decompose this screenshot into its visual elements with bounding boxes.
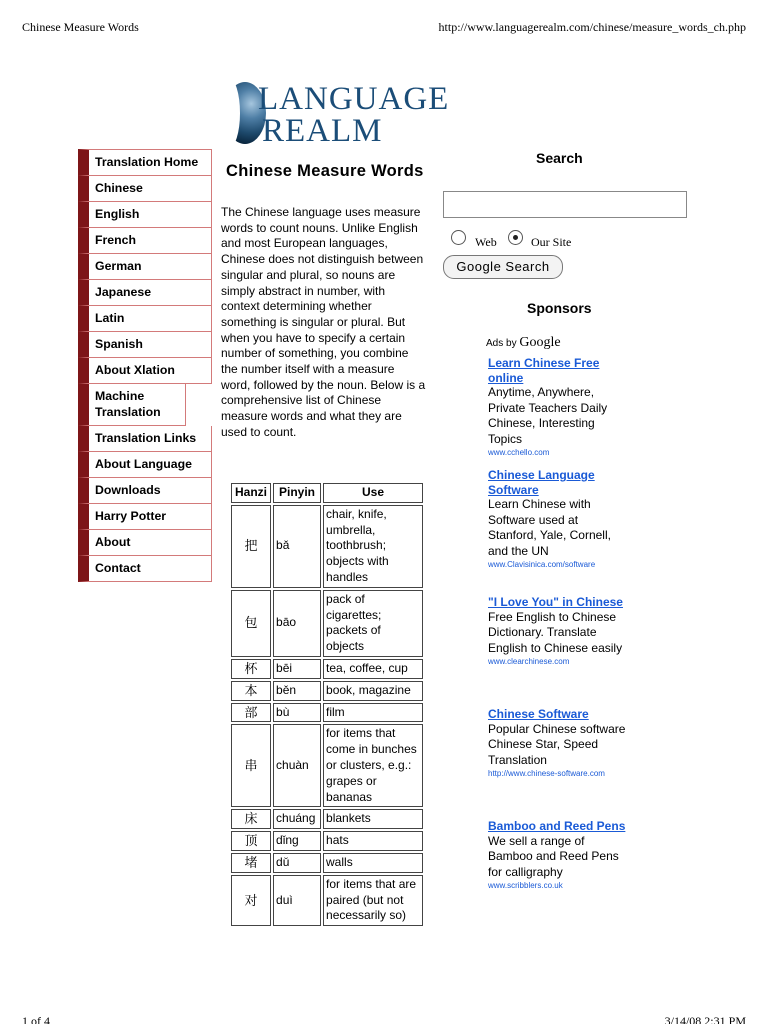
article	[221, 160, 426, 441]
print-date: 3/14/08 2:31 PM	[664, 1014, 746, 1024]
pinyin-cell: bēi	[273, 659, 321, 679]
nav-item-machine-translation[interactable]: Machine Translation	[78, 384, 186, 426]
intro-paragraph: The Chinese language uses measure words to count nouns. Unlike English and most European languages, Chinese does not distinguish between singular and plural, so nouns are simply abstract in number, with context determining whether something is singular or plural. But when you have to specify a certain number of something, you combine the number itself with a measure word, followed by the noun. Below is a comprehensive list of Chinese measure words and what they are used to count.	[221, 205, 426, 439]
nav-item-translation-links[interactable]: Translation Links	[78, 426, 212, 452]
pinyin-cell: bù	[273, 703, 321, 723]
nav-item-chinese[interactable]: Chinese	[78, 176, 212, 202]
print-page-number: 1 of 4	[22, 1014, 50, 1024]
hanzi-cell: 本	[231, 681, 271, 701]
table-row	[231, 809, 423, 829]
table-row	[231, 681, 423, 701]
nav-item-latin[interactable]: Latin	[78, 306, 212, 332]
hanzi-cell: 包	[231, 590, 271, 657]
ad-item	[488, 819, 628, 892]
pinyin-cell: dǐng	[273, 831, 321, 851]
nav-item-about-language[interactable]: About Language	[78, 452, 212, 478]
google-search-button[interactable]: Google Search	[443, 255, 563, 279]
ad-item	[488, 595, 638, 668]
ad-description: Learn Chinese with Software used at Stanford, Yale, Cornell, and the UN	[488, 497, 611, 558]
ad-title-link[interactable]: Chinese Language Software	[488, 468, 595, 497]
ad-item	[488, 707, 638, 780]
ad-description: Free English to Chinese Dictionary. Translate English to Chinese easily	[488, 609, 623, 655]
hanzi-cell: 床	[231, 809, 271, 829]
nav-item-japanese[interactable]: Japanese	[78, 280, 212, 306]
pinyin-cell: bāo	[273, 590, 321, 657]
table-row	[231, 703, 423, 723]
google-logo: Google	[519, 335, 561, 350]
nav-item-about-xlation[interactable]: About Xlation	[78, 358, 212, 384]
table-row	[231, 853, 423, 873]
ad-description: We sell a range of Bamboo and Reed Pens for calligraphy	[488, 833, 619, 879]
nav-item-harry-potter[interactable]: Harry Potter	[78, 504, 212, 530]
sponsors-heading: Sponsors	[527, 300, 592, 316]
ad-title-link[interactable]: Chinese Software	[488, 707, 589, 721]
pinyin-cell: chuàn	[273, 724, 321, 807]
column-header-hanzi: Hanzi	[231, 483, 271, 503]
nav-item-spanish[interactable]: Spanish	[78, 332, 212, 358]
table-row	[231, 590, 423, 657]
hanzi-cell: 部	[231, 703, 271, 723]
pinyin-cell: bǎ	[273, 505, 321, 588]
hanzi-cell: 把	[231, 505, 271, 588]
use-cell: pack of cigarettes; packets of objects	[323, 590, 423, 657]
ad-title-link[interactable]: Learn Chinese Free online	[488, 356, 600, 385]
logo-line-2: REALM	[262, 113, 383, 149]
radio-web[interactable]	[451, 230, 466, 245]
hanzi-cell: 杯	[231, 659, 271, 679]
search-input[interactable]	[443, 191, 687, 218]
table-row	[231, 724, 423, 807]
ad-url-link[interactable]: www.Clavisinica.com/software	[488, 560, 596, 570]
ads-by-google[interactable]	[486, 335, 561, 351]
use-cell: tea, coffee, cup	[323, 659, 423, 679]
ads-by-label: Ads by	[486, 338, 517, 349]
site-logo[interactable]	[224, 80, 450, 149]
logo-line-1: LANGUAGE	[258, 81, 450, 117]
ad-url-link[interactable]: www.clearchinese.com	[488, 657, 570, 667]
ad-title-link[interactable]: "I Love You" in Chinese	[488, 595, 623, 609]
measure-words-table	[229, 481, 425, 928]
use-cell: for items that come in bunches or clusters, e.g.: grapes or bananas	[323, 724, 423, 807]
nav-item-downloads[interactable]: Downloads	[78, 478, 212, 504]
radio-web-label: Web	[475, 235, 497, 249]
nav-item-about[interactable]: About	[78, 530, 212, 556]
print-footer	[22, 1014, 746, 1024]
ad-item	[488, 356, 628, 459]
nav-item-german[interactable]: German	[78, 254, 212, 280]
table-header-row	[231, 483, 423, 503]
ad-url-link[interactable]: www.cchello.com	[488, 448, 550, 458]
nav-item-french[interactable]: French	[78, 228, 212, 254]
ad-url-link[interactable]: www.scribblers.co.uk	[488, 881, 563, 891]
ad-title-link[interactable]: Bamboo and Reed Pens	[488, 819, 626, 833]
use-cell: film	[323, 703, 423, 723]
nav-item-contact[interactable]: Contact	[78, 556, 212, 582]
page-title: Chinese Measure Words	[226, 162, 424, 180]
pinyin-cell: chuáng	[273, 809, 321, 829]
use-cell: blankets	[323, 809, 423, 829]
ad-description: Popular Chinese software Chinese Star, Speed Translation	[488, 721, 626, 767]
table-row	[231, 875, 423, 926]
pinyin-cell: dǔ	[273, 853, 321, 873]
nav-item-english[interactable]: English	[78, 202, 212, 228]
ad-item	[488, 468, 628, 571]
print-page-url: http://www.languagerealm.com/chinese/measure_words_ch.php	[438, 20, 746, 34]
use-cell: hats	[323, 831, 423, 851]
column-header-use: Use	[323, 483, 423, 503]
hanzi-cell: 顶	[231, 831, 271, 851]
table-row	[231, 659, 423, 679]
use-cell: walls	[323, 853, 423, 873]
pinyin-cell: duì	[273, 875, 321, 926]
sidebar-nav	[78, 149, 212, 582]
table-row	[231, 505, 423, 588]
use-cell: for items that are paired (but not necessarily so)	[323, 875, 423, 926]
table-row	[231, 831, 423, 851]
nav-item-translation-home[interactable]: Translation Home	[78, 149, 212, 176]
pinyin-cell: běn	[273, 681, 321, 701]
hanzi-cell: 堵	[231, 853, 271, 873]
ad-description: Anytime, Anywhere, Private Teachers Daily Chinese, Interesting Topics	[488, 385, 608, 446]
search-heading: Search	[536, 150, 583, 166]
use-cell: chair, knife, umbrella, toothbrush; objects with handles	[323, 505, 423, 588]
use-cell: book, magazine	[323, 681, 423, 701]
radio-our-site-label: Our Site	[531, 235, 572, 249]
column-header-pinyin: Pinyin	[273, 483, 321, 503]
print-page-title: Chinese Measure Words	[22, 20, 139, 34]
hanzi-cell: 对	[231, 875, 271, 926]
radio-our-site[interactable]	[508, 230, 523, 245]
hanzi-cell: 串	[231, 724, 271, 807]
ad-url-link[interactable]: http://www.chinese-software.com	[488, 769, 605, 779]
